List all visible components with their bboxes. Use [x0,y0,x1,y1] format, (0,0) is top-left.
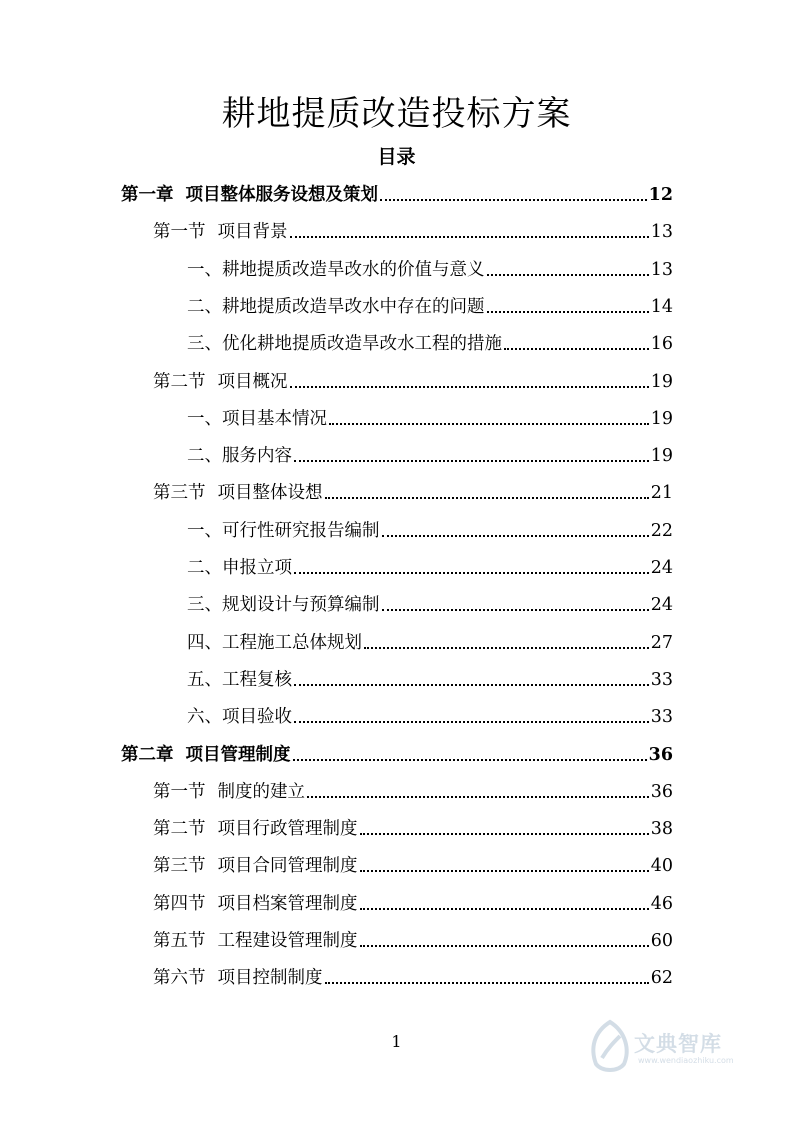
watermark-subtext: www.wendiaozhiku.com [638,1056,734,1065]
toc-entry-title: 项目整体设想 [217,483,323,503]
toc-dot-leader [504,348,649,350]
toc-entry-title: 项目基本情况 [222,409,327,429]
toc-entry-page: 33 [650,670,673,690]
toc-entry-label [153,964,323,992]
toc-entry-number: 第一章 [121,185,174,205]
toc-dot-leader [294,572,649,574]
toc-entry-number: 一、 [187,260,222,280]
toc-entry-page: 16 [650,334,673,354]
toc-entry-title: 工程施工总体规划 [222,633,362,653]
toc-entry-title: 项目管理制度 [185,745,291,765]
toc-entry[interactable] [153,964,673,992]
toc-entry-number: 一、 [187,521,222,541]
toc-entry-number: 第二节 [153,372,206,392]
toc-entry-title: 项目档案管理制度 [217,894,358,914]
toc-entry[interactable] [187,442,673,470]
toc-entry-label [121,181,378,209]
toc-entry[interactable] [153,852,673,880]
toc-dot-leader [293,759,647,761]
toc-entry-title: 制度的建立 [217,782,305,802]
toc-entry[interactable] [153,218,673,246]
toc-entry-page: 19 [650,372,673,392]
toc-entry-title: 工程复核 [222,670,292,690]
toc-entry-label [187,517,380,545]
toc-entry[interactable] [121,181,673,209]
toc-dot-leader [294,721,649,723]
watermark-text: 文典智库 [634,1032,722,1056]
toc-entry[interactable] [153,890,673,918]
toc-entry[interactable] [187,703,673,731]
toc-dot-leader [360,945,649,947]
toc-entry[interactable] [187,330,673,358]
toc-entry-page: 14 [650,297,673,317]
toc-entry-title: 耕地提质改造旱改水中存在的问题 [222,297,485,317]
toc-entry[interactable] [153,368,673,396]
toc-entry-page: 36 [648,745,673,765]
toc-heading: 目录 [377,146,416,168]
toc-entry-title: 项目行政管理制度 [217,819,358,839]
toc-entry-title: 项目合同管理制度 [217,856,358,876]
toc-entry-title: 项目控制制度 [217,968,323,988]
toc-entry-label [187,666,292,694]
toc-entry-label [187,330,502,358]
toc-entry-label [153,927,358,955]
toc-entry-title: 工程建设管理制度 [217,931,358,951]
toc-entry-number: 第四节 [153,894,206,914]
toc-entry-page: 13 [650,222,673,242]
toc-entry-label [187,256,485,284]
toc-entry[interactable] [153,927,673,955]
toc-entry-number: 二、 [187,446,222,466]
toc-dot-leader [360,870,649,872]
toc-entry-label [187,629,362,657]
toc-entry-page: 21 [650,483,673,503]
toc-entry-title: 项目概况 [217,372,288,392]
toc-entry-number: 第三节 [153,856,206,876]
toc-dot-leader [325,497,649,499]
toc-dot-leader [294,460,649,462]
toc-entry-page: 27 [650,633,673,653]
toc-entry[interactable] [187,591,673,619]
toc-entry-page: 19 [650,409,673,429]
toc-entry[interactable] [187,405,673,433]
toc-entry-label [187,405,327,433]
toc-entry-label [153,368,288,396]
document-title: 耕地提质改造投标方案 [221,94,572,134]
toc-entry-page: 22 [650,521,673,541]
toc-entry-title: 申报立项 [222,558,292,578]
toc-dot-leader [325,982,649,984]
toc-entry-number: 五、 [187,670,222,690]
toc-entry[interactable] [187,517,673,545]
toc-entry-label [187,442,292,470]
toc-entry-number: 二、 [187,297,222,317]
toc-entry-title: 优化耕地提质改造旱改水工程的措施 [222,334,502,354]
toc-entry-label [153,852,358,880]
toc-entry[interactable] [187,256,673,284]
toc-entry-title: 项目背景 [217,222,288,242]
toc-dot-leader [329,423,649,425]
toc-entry-number: 四、 [187,633,222,653]
toc-entry-page: 62 [650,968,673,988]
toc-dot-leader [290,386,649,388]
toc-entry-title: 项目验收 [222,707,292,727]
toc-entry-number: 第六节 [153,968,206,988]
toc-entry-page: 12 [648,185,673,205]
toc-entry-number: 第一节 [153,222,206,242]
toc-entry-number: 三、 [187,595,222,615]
toc-entry-title: 耕地提质改造旱改水的价值与意义 [222,260,485,280]
toc-entry[interactable] [187,293,673,321]
watermark-logo [586,1018,756,1078]
toc-entry-label [153,479,323,507]
toc-dot-leader [382,609,649,611]
toc-entry-title: 可行性研究报告编制 [222,521,380,541]
toc-entry[interactable] [187,629,673,657]
toc-entry-number: 第三节 [153,483,206,503]
watermark-leaf-icon [586,1018,634,1074]
toc-dot-leader [382,535,649,537]
toc-dot-leader [290,236,649,238]
toc-entry-title: 项目整体服务设想及策划 [185,185,378,205]
toc-dot-leader [487,311,649,313]
toc-dot-leader [307,796,649,798]
toc-entry-number: 三、 [187,334,222,354]
toc-entry[interactable] [153,778,673,806]
toc-dot-leader [294,684,649,686]
toc-entry-page: 36 [650,782,673,802]
toc-entry-page: 60 [650,931,673,951]
toc-entry-page: 40 [650,856,673,876]
toc-entry-page: 46 [650,894,673,914]
toc-entry[interactable] [187,666,673,694]
toc-dot-leader [360,908,649,910]
toc-entry-label [187,703,292,731]
toc-entry-number: 六、 [187,707,222,727]
toc-entry-number: 一、 [187,409,222,429]
toc-entry-number: 第二章 [121,745,174,765]
toc-entry[interactable] [153,479,673,507]
toc-entry[interactable] [153,815,673,843]
toc-entry-page: 13 [650,260,673,280]
toc-entry-label [153,778,305,806]
toc-entry-title: 服务内容 [222,446,292,466]
toc-entry-page: 24 [650,595,673,615]
toc-entry-label [187,591,380,619]
toc-entry[interactable] [187,554,673,582]
toc-entry-number: 二、 [187,558,222,578]
toc-entry-label [153,890,358,918]
toc-dot-leader [360,833,649,835]
toc-entry-label [187,293,485,321]
toc-entry-number: 第二节 [153,819,206,839]
toc-entry-label [153,218,288,246]
toc-entry-page: 24 [650,558,673,578]
page-number: 1 [391,1032,402,1051]
toc-entry-label [153,815,358,843]
toc-entry-number: 第一节 [153,782,206,802]
toc-entry-label [121,741,291,769]
toc-dot-leader [487,274,649,276]
toc-dot-leader [380,199,647,201]
toc-entry[interactable] [121,741,673,769]
toc-entry-number: 第五节 [153,931,206,951]
toc-entry-title: 规划设计与预算编制 [222,595,380,615]
toc-entry-page: 19 [650,446,673,466]
toc-entry-page: 38 [650,819,673,839]
toc-entry-page: 33 [650,707,673,727]
toc-entry-label [187,554,292,582]
toc-dot-leader [364,647,649,649]
